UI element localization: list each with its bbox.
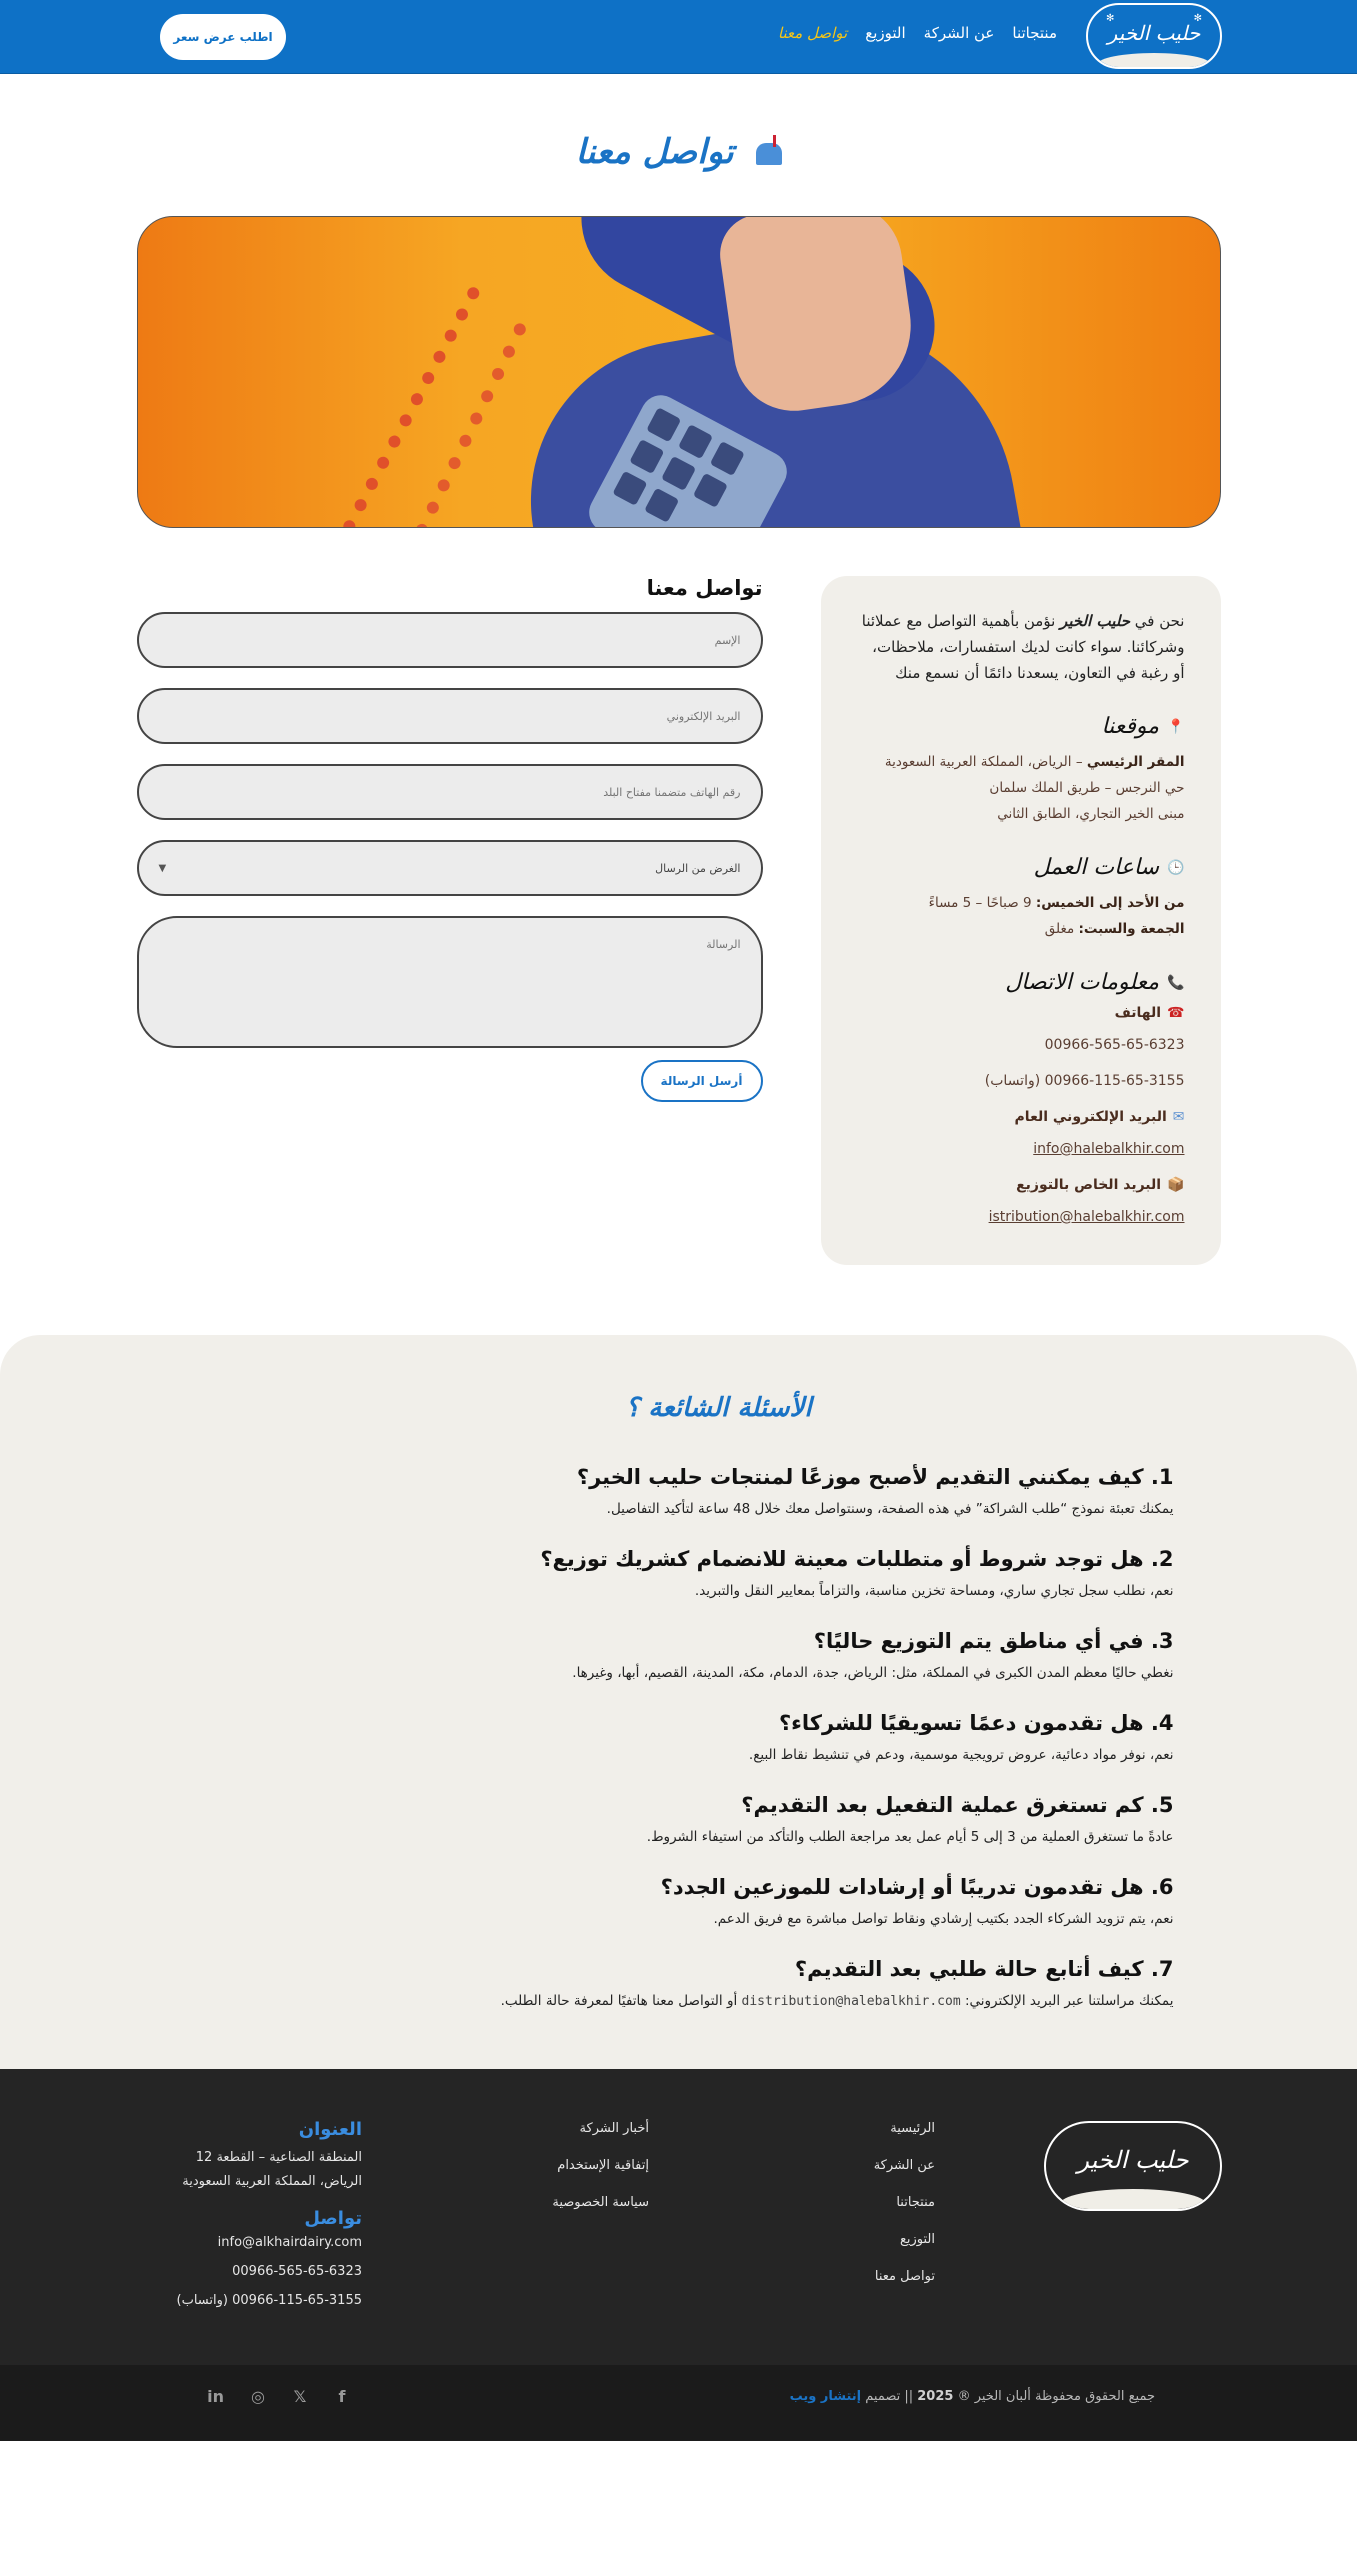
address-line: المنطقة الصناعية – القطعة 12 [195,2150,362,2165]
distribution-email-code: distribution@halebalkhir.com [741,1994,961,2009]
footer-link-about[interactable]: عن الشركة [873,2158,935,2173]
distribution-email-link[interactable]: istribution@halebalkhir.com [988,1209,1185,1225]
address-line: حي النرجس – طريق الملك سلمان [989,780,1185,796]
faq-section [0,1335,1357,2069]
address-line: المقر الرئيسي – الرياض، المملكة العربية السعودية [884,754,1185,770]
phone-icon: 📞 [1167,974,1185,991]
email-input[interactable] [159,710,741,723]
faq-answer: يمكنك مراسلتنا عبر البريد الإلكتروني: distribution@halebalkhir.com أو التواصل معنا هاتفيًا لمعرفة حالة الطلب. [500,1993,1174,2009]
instagram-icon[interactable]: ◎ [251,2387,265,2406]
faq-answer: نغطي حاليًا معظم المدن الكبرى في المملكة، مثل: الرياض، جدة، الدمام، مكة، المدينة، القصيم، أبها، وغيرها. [572,1665,1174,1681]
footer-link-distribution[interactable]: التوزيع [899,2232,935,2247]
caret-down-icon: ▼ [158,862,167,874]
faq-question: 2. هل توجد شروط أو متطلبات معينة للانضمام كشريك توزيع؟ [540,1547,1174,1571]
facebook-icon[interactable]: f [338,2387,346,2406]
form-title: تواصل معنا [646,576,763,600]
footer-logo[interactable] [1044,2121,1222,2211]
location-heading: 📍 موقعنا [1101,714,1185,739]
nav-distribution[interactable]: التوزيع [865,24,906,42]
hours-heading: 🕒 ساعات العمل [1033,855,1185,880]
phone-number[interactable]: 00966-565-65-6323 [1044,1037,1185,1053]
main-nav [778,24,1057,42]
sparkle-icon: ✻ [1193,13,1202,24]
contact-form [137,576,763,1102]
name-field-wrap [137,612,763,668]
faq-answer: نعم، نطلب سجل تجاري ساري، ومساحة تخزين مناسبة، والتزاماً بمعايير النقل والتبريد. [694,1583,1174,1599]
page-title [0,132,1357,182]
intro-text: نحن في حليب الخير نؤمن بأهمية التواصل مع عملائنا وشركائنا. سواء كانت لديك استفسارات، ملاحظات، أو رغبة في التعاون، يسعدنا دائمًا أن نسمع منك [861,612,1185,682]
footer-links-main [874,2121,935,2306]
send-message-button[interactable]: أرسل الرسالة [641,1060,763,1102]
faq-answer: عادةً ما تستغرق العملية من 3 إلى 5 أيام عمل بعد مراجعة الطلب والتأكد من استيفاء الشروط. [646,1829,1174,1845]
package-icon: 📦 [1167,1177,1185,1193]
page-title-text: تواصل معنا [575,132,734,172]
faq-title: الأسئلة الشائعة ؟ [625,1393,812,1423]
site-footer [0,2069,1357,2365]
bottom-bar [0,2365,1357,2441]
sparkle-icon: ✻ [1106,13,1115,24]
footer-email[interactable]: info@alkhairdairy.com [217,2235,362,2250]
footer-links-legal [552,2121,649,2232]
clock-icon: 🕒 [1167,859,1185,876]
name-input[interactable] [159,634,741,647]
faq-question: 3. في أي مناطق يتم التوزيع حاليًا؟ [813,1629,1174,1653]
purpose-selected-value: الغرض من الرسال [655,861,741,875]
footer-phone[interactable]: 00966-565-65-6323 [232,2264,362,2279]
address-line: الرياض، المملكة العربية السعودية [182,2174,362,2189]
copyright: جميع الحقوق محفوظة ألبان الخير ® 2025 || تصميم إنتشار ويب [789,2389,1155,2404]
contact-info-heading: 📞 معلومات الاتصال [1005,970,1185,995]
hero-image [137,216,1221,528]
designer-link[interactable]: إنتشار ويب [789,2389,862,2404]
faq-question: 6. هل تقدمون تدريبًا أو إرشادات للموزعين الجدد؟ [660,1875,1174,1899]
hours-line: من الأحد إلى الخميس: 9 صباحًا – 5 مساءً [928,895,1185,911]
mailbox-icon [756,143,782,165]
footer-link-home[interactable]: الرئيسية [890,2121,935,2136]
footer-link-products[interactable]: منتجاتنا [896,2195,935,2210]
whatsapp-number[interactable]: 00966-115-65-3155 (واتساب) [984,1073,1185,1089]
general-email-link[interactable]: info@halebalkhir.com [1033,1141,1185,1157]
email-field-wrap [137,688,763,744]
footer-link-terms[interactable]: إتفاقية الإستخدام [557,2158,649,2173]
contact-section [137,576,1221,1265]
site-header [0,0,1357,74]
nav-about[interactable]: عن الشركة [923,24,995,42]
envelope-icon: ✉ [1172,1109,1185,1125]
hours-line: الجمعة والسبت: مغلق [1044,921,1185,937]
linkedin-icon[interactable]: in [207,2387,224,2406]
nav-contact[interactable]: تواصل معنا [777,24,848,42]
faq-answer: نعم، يتم تزويد الشركاء الجدد بكتيب إرشادي ونقاط تواصل مباشرة مع فريق الدعم. [713,1911,1174,1927]
distribution-email-label: 📦 البريد الخاص بالتوزيع [1016,1177,1185,1193]
message-textarea[interactable] [137,916,763,1048]
request-quote-button[interactable]: اطلب عرض سعر [160,14,286,60]
faq-list [404,1465,1174,2009]
faq-question: 4. هل تقدمون دعمًا تسويقيًا للشركاء؟ [778,1711,1174,1735]
phone-field-wrap [137,764,763,820]
site-logo[interactable] [1086,3,1222,69]
milk-splash-graphic [1098,53,1210,69]
telephone-icon: ☎ [1167,1005,1185,1021]
contact-heading: تواصل [304,2208,362,2229]
footer-whatsapp[interactable]: 00966-115-65-3155 (واتساب) [176,2293,362,2308]
phone-input[interactable] [159,786,741,799]
footer-contact [177,2119,362,2316]
purpose-select[interactable] [137,840,763,896]
x-icon[interactable]: 𝕏 [293,2387,307,2406]
social-links [208,2387,350,2406]
faq-question: 1. كيف يمكنني التقديم لأصبح موزعًا لمنتجات حليب الخير؟ [576,1465,1174,1489]
pin-icon: 📍 [1167,718,1185,735]
brand-name: حليب الخير [1060,612,1130,630]
faq-question: 5. كم تستغرق عملية التفعيل بعد التقديم؟ [741,1793,1174,1817]
footer-logo-text: حليب الخير [1077,2146,1189,2174]
address-heading: العنوان [298,2119,362,2140]
milk-splash-graphic [1060,2189,1206,2211]
footer-link-contact[interactable]: تواصل معنا [874,2269,935,2284]
address-line: مبنى الخير التجاري، الطابق الثاني [997,806,1185,822]
faq-question: 7. كيف أتابع حالة طلبي بعد التقديم؟ [794,1957,1174,1981]
faq-answer: يمكنك تعبئة نموذج “طلب الشراكة” في هذه الصفحة، وسنتواصل معك خلال 48 ساعة لتأكيد التفاصيل. [606,1501,1174,1517]
footer-link-privacy[interactable]: سياسة الخصوصية [552,2195,649,2210]
nav-products[interactable]: منتجاتنا [1012,24,1057,42]
general-email-label: ✉ البريد الإلكتروني العام [1014,1109,1185,1125]
info-card [821,576,1221,1265]
faq-answer: نعم، نوفر مواد دعائية، عروض ترويجية موسمية، ودعم في تنشيط نقاط البيع. [748,1747,1174,1763]
phone-label: ☎ الهاتف [1114,1005,1185,1021]
footer-link-news[interactable]: أخبار الشركة [579,2121,649,2136]
logo-text: حليب الخير [1107,21,1201,45]
